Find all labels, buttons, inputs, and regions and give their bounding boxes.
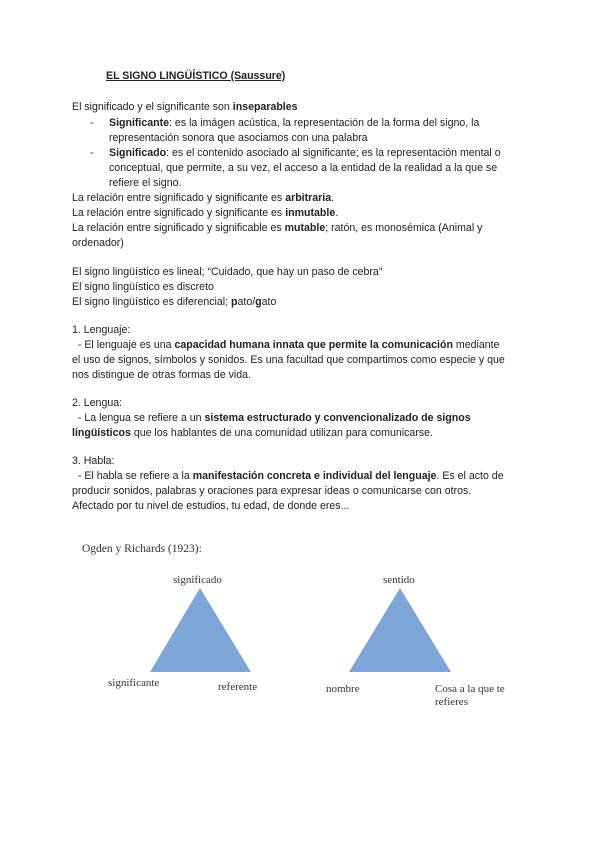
lengua-line1: - La lengua se refiere a un sistema estructurado y convencionalizado de signos bbox=[72, 412, 471, 424]
tri2-right-label-1: Cosa a la que te bbox=[435, 683, 505, 695]
tri2-left-label: nombre bbox=[326, 683, 360, 695]
tri1-left-label: significante bbox=[108, 677, 160, 689]
prop-diferencial: El signo lingüístico es diferencial; pato/gato bbox=[72, 296, 277, 308]
triangle-significado bbox=[150, 588, 251, 672]
relation-mutable-cont: ordenador) bbox=[72, 237, 124, 249]
bullet-dash: - bbox=[90, 117, 94, 129]
triangle-sentido bbox=[349, 588, 451, 672]
bullet-dash: - bbox=[90, 147, 94, 159]
diagram-caption: Ogden y Richards (1923): bbox=[82, 543, 202, 555]
tri1-top-label: significado bbox=[173, 574, 222, 586]
habla-line1: - El habla se refiere a la manifestación concreta e individual del lenguaje. Es el acto de bbox=[72, 470, 504, 482]
lenguaje-line1: - El lenguaje es una capacidad humana innata que permite la comunicación mediante bbox=[72, 339, 500, 351]
bullet-significante: Significante: es la imágen acústica, la representación de la forma del signo, la bbox=[109, 117, 480, 129]
lenguaje-heading: 1. Lenguaje: bbox=[72, 324, 131, 336]
intro-line: El significado y el significante son inseparables bbox=[72, 101, 298, 113]
prop-lineal: El signo lingüístico es lineal; “Cuidado, que hay un paso de cebra” bbox=[72, 266, 383, 278]
bullet-significante-cont: representación sonora que asociamos con una palabra bbox=[109, 132, 368, 144]
lengua-heading: 2. Lengua: bbox=[72, 397, 123, 409]
tri1-right-label: referente bbox=[218, 681, 258, 693]
habla-line3: Afectado por tu nivel de estudios, tu edad, de donde eres... bbox=[72, 500, 350, 512]
prop-discreto: El signo lingüístico es discreto bbox=[72, 281, 214, 293]
page-title: EL SIGNO LINGÜÍSTICO (Saussure) bbox=[106, 70, 286, 82]
bullet-significado: Significado: es el contenido asociado al significante; es la representación mental o bbox=[109, 147, 501, 159]
relation-inmutable: La relación entre significado y significante es inmutable. bbox=[72, 207, 339, 219]
habla-line2: producir sonidos, palabras y oraciones para expresar ideas o comunicarse con otros. bbox=[72, 485, 472, 497]
lenguaje-line3: nos distingue de otras formas de vida. bbox=[72, 369, 252, 381]
bullet-significado-cont2: refiere el signo. bbox=[109, 177, 182, 189]
bullet-significado-cont: conceptual, que permite, a su vez, el acceso a la entidad de la realidad a la que se bbox=[109, 162, 498, 174]
tri2-top-label: sentido bbox=[383, 574, 415, 586]
relation-mutable: La relación entre significado y significable es mutable; ratón, es monosémica (Animal y bbox=[72, 222, 483, 234]
habla-heading: 3. Habla: bbox=[72, 455, 115, 467]
relation-arbitraria: La relación entre significado y significante es arbitraria. bbox=[72, 192, 335, 204]
tri2-right-label-2: refieres bbox=[435, 696, 468, 708]
lenguaje-line2: el uso de signos, símbolos y sonidos. Es una facultad que compartimos como especie y que bbox=[72, 354, 505, 366]
lengua-line2: lingüísticos que los hablantes de una comunidad utilizan para comunicarse. bbox=[72, 427, 433, 439]
